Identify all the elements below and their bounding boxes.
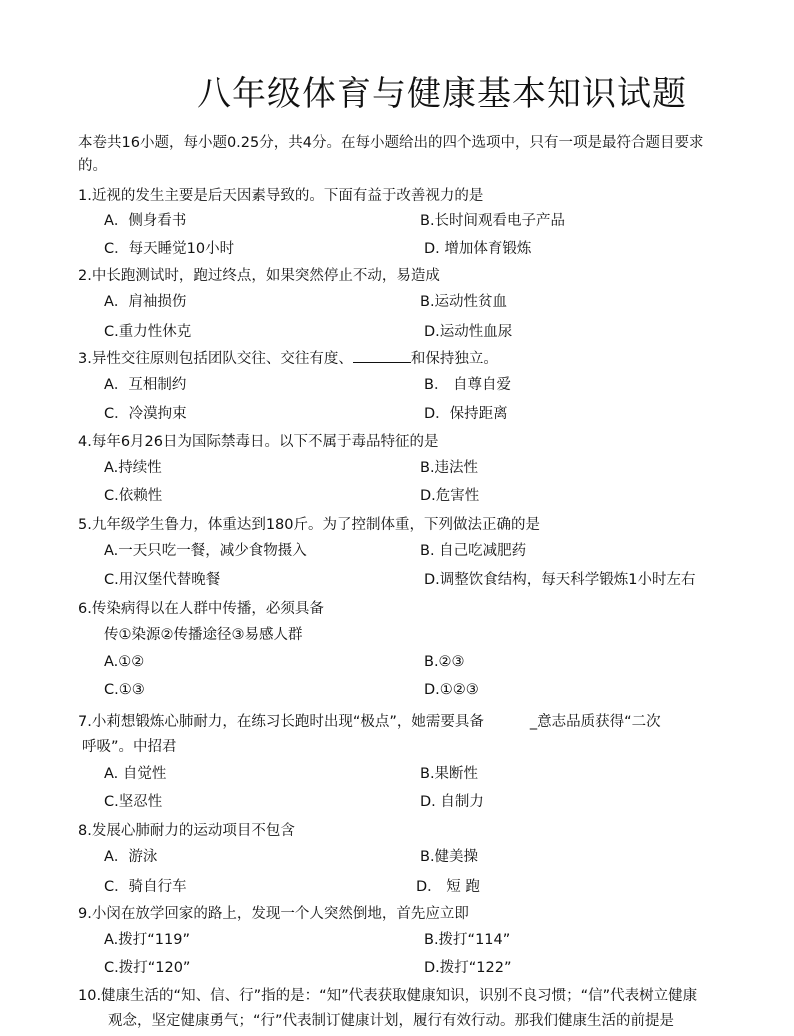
question-3-option-b: B． 自尊自爱: [424, 377, 512, 393]
question-4-option-c: C.依赖性: [104, 488, 163, 504]
question-10-stem: [78, 984, 728, 1034]
question-7-option-a: A. 自觉性: [104, 766, 167, 782]
question-7-stem: [78, 712, 728, 732]
question-7-stem-end: _意志品质获得“二次: [529, 714, 661, 730]
question-6-option-c: C.①③: [104, 682, 145, 698]
question-1-option-b: B.长时间观看电子产品: [420, 213, 566, 229]
question-5-option-a: A.一天只吃一餐，减少食物摄入: [104, 543, 307, 559]
question-6-substem: 传①染源②传播途径③易感人群: [104, 627, 303, 643]
question-7-stem-continued: 呼吸”。中招君: [82, 739, 177, 755]
question-1-option-d: D. 增加体育锻炼: [424, 241, 532, 257]
question-8-option-c: C．骑自行车: [104, 879, 187, 895]
question-3-stem-start: 3.异性交往原则包括团队交往、交往有度、: [78, 351, 353, 367]
question-4-option-a: A.持续性: [104, 460, 162, 476]
question-8-stem: 8.发展心肺耐力的运动项目不包含: [78, 823, 295, 839]
question-5-option-d: D.调整饮食结构，每天科学锻炼1小时左右: [424, 572, 696, 588]
question-5-stem: 5.九年级学生鲁力，体重达到180斤。为了控制体重，下列做法正确的是: [78, 517, 541, 533]
question-2-option-b: B.运动性贫血: [420, 294, 508, 310]
question-3-option-c: C．冷漠拘束: [104, 406, 187, 422]
intro-text: 本卷共16小题，每小题0.25分，共4分。在每小题给出的四个选项中，只有一项是最符合题目要求的。: [78, 135, 704, 174]
question-2-option-c: C.重力性休克: [104, 324, 192, 340]
question-7-stem-start: 7.小莉想锻炼心肺耐力，在练习长跑时出现“极点”，她需要具备: [78, 714, 484, 730]
question-10-line-1: 10.健康生活的“知、信、行”指的是：“知”代表获取健康知识，识别不良习惯；“信”代表树立健康: [78, 988, 698, 1004]
question-3-stem-end: 和保持独立。: [410, 351, 498, 367]
question-8-option-a: A．游泳: [104, 849, 158, 865]
question-1-option-c: C．每天睡觉10小时: [104, 241, 235, 257]
question-4-option-d: D.危害性: [420, 488, 480, 504]
question-9-option-b: B.拨打“114”: [424, 932, 511, 948]
question-7-option-c: C.坚忍性: [104, 794, 163, 810]
question-3-stem: [78, 348, 728, 369]
question-10-line-2: 观念，坚定健康勇气；“行”代表制订健康计划，履行有效行动。那我们健康生活的前提是: [108, 1013, 675, 1029]
question-4-option-b: B.违法性: [420, 460, 479, 476]
question-1-option-a: A．侧身看书: [104, 213, 187, 229]
question-9-option-d: D.拨打“122”: [424, 960, 512, 976]
question-8-option-d: D． 短 跑: [416, 879, 480, 895]
question-4-stem: 4.每年6月26日为国际禁毒日。以下不属于毒品特征的是: [78, 434, 439, 450]
question-6-option-d: D.①②③: [424, 682, 479, 698]
answer-blank: [353, 348, 411, 363]
question-2-option-a: A．肩袖损伤: [104, 294, 187, 310]
question-3-option-a: A．互相制约: [104, 377, 187, 393]
page-title: 八年级体育与健康基本知识试题: [197, 74, 687, 114]
question-8-option-b: B.健美操: [420, 849, 479, 865]
question-1-stem: 1.近视的发生主要是后天因素导致的。下面有益于改善视力的是: [78, 188, 484, 204]
question-5-option-c: C.用汉堡代替晚餐: [104, 572, 221, 588]
question-2-option-d: D.运动性血尿: [424, 324, 513, 340]
question-2-stem: 2.中长跑测试时，跑过终点，如果突然停止不动，易造成: [78, 268, 440, 284]
question-7-option-d: D. 自制力: [420, 794, 484, 810]
question-9-option-a: A.拨打“119”: [104, 932, 190, 948]
question-5-option-b: B. 自己吃减肥药: [420, 543, 527, 559]
question-7-option-b: B.果断性: [420, 766, 479, 782]
question-9-stem: 9.小闵在放学回家的路上，发现一个人突然倒地，首先应立即: [78, 906, 469, 922]
question-9-option-c: C.拨打“120”: [104, 960, 191, 976]
question-6-option-b: B.②③: [424, 654, 465, 670]
question-6-option-a: A.①②: [104, 654, 145, 670]
question-3-option-d: D．保持距离: [424, 406, 508, 422]
question-6-stem: 6.传染病得以在人群中传播，必须具备: [78, 601, 324, 617]
